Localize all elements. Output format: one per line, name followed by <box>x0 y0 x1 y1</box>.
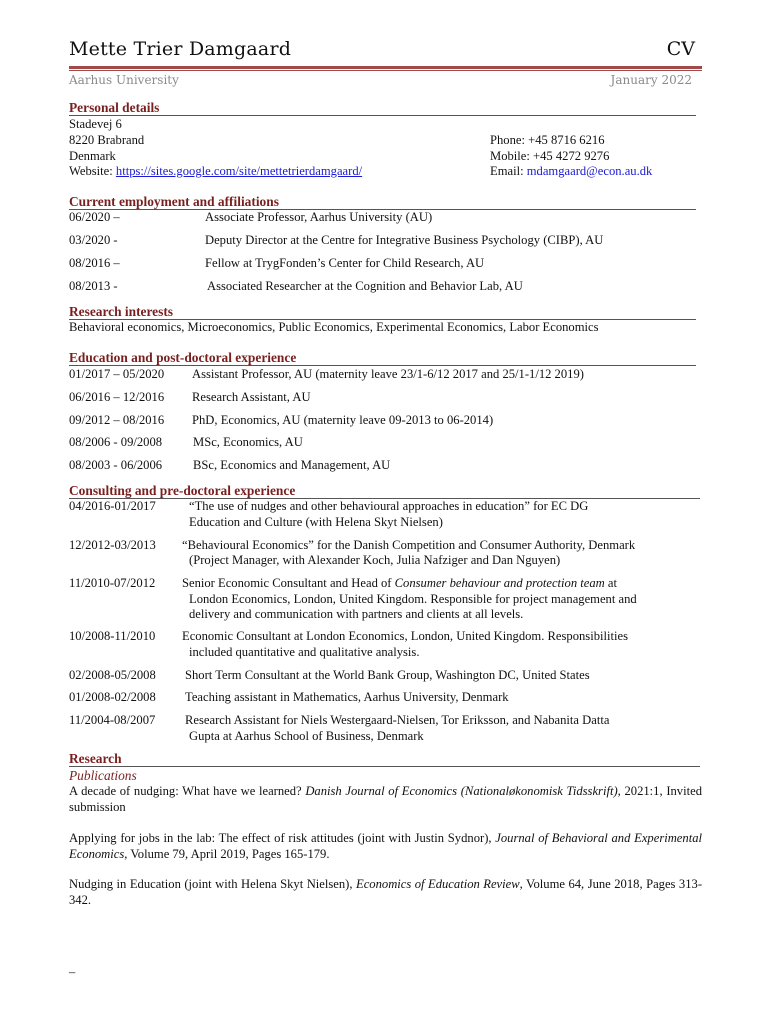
education-text: MSc, Economics, AU <box>193 435 303 449</box>
education-text: PhD, Economics, AU (maternity leave 09-2013 to 06-2014) <box>192 413 494 427</box>
publication-details: 2021:1, Invited submission <box>69 784 702 814</box>
cv-owner-name: Mette Trier Damgaard <box>69 38 292 60</box>
affiliation: Aarhus University <box>69 73 179 87</box>
section-heading-education: Education and post-doctoral experience <box>69 351 696 366</box>
email-label: Email: <box>490 164 527 178</box>
consulting-text: London Economics, London, United Kingdom. Responsible for project management and <box>189 592 637 606</box>
consulting-team-name: Consumer behaviour and protection team <box>394 576 605 590</box>
consulting-date: 04/2016-01/2017 <box>69 499 156 513</box>
consulting-date: 02/2008-05/2008 <box>69 668 156 682</box>
consulting-text: Gupta at Aarhus School of Business, Denmark <box>189 729 424 743</box>
cv-date: January 2022 <box>610 73 692 87</box>
education-text: BSc, Economics and Management, AU <box>193 458 391 472</box>
consulting-text: “Behavioural Economics” for the Danish Competition and Consumer Authority, Denmark <box>182 538 636 552</box>
publication-title: Nudging in Education (joint with Helena Skyt Nielsen), <box>69 877 357 891</box>
cv-label: CV <box>666 38 695 60</box>
consulting-text: included quantitative and qualitative analysis. <box>189 645 420 659</box>
publication-item <box>69 784 702 815</box>
email-address[interactable]: mdamgaard@econ.au.dk <box>526 164 653 178</box>
mobile: Mobile: +45 4272 9276 <box>490 149 610 163</box>
education-date: 08/2003 - 06/2006 <box>69 458 163 472</box>
subheading-publications: Publications <box>69 768 137 783</box>
address-line: Stadevej 6 <box>69 117 122 131</box>
education-date: 09/2012 – 08/2016 <box>69 413 165 427</box>
consulting-text: Education and Culture (with Helena Skyt Nielsen) <box>189 515 443 529</box>
publication-title: Applying for jobs in the lab: The effect of risk attitudes (joint with Justin Sydnor), <box>69 831 496 845</box>
phone: Phone: +45 8716 6216 <box>490 133 605 147</box>
interests-text: Behavioral economics, Microeconomics, Public Economics, Experimental Economics, Labor Economics <box>69 320 599 334</box>
consulting-date: 11/2010-07/2012 <box>69 576 156 590</box>
email-row <box>490 164 652 180</box>
header-rule <box>69 66 702 69</box>
consulting-date: 01/2008-02/2008 <box>69 690 156 704</box>
employment-text: Fellow at TrygFonden’s Center for Child Research, AU <box>205 256 485 270</box>
consulting-text: Short Term Consultant at the World Bank Group, Washington DC, United States <box>185 668 590 682</box>
publication-item <box>69 831 702 862</box>
employment-date: 03/2020 - <box>69 233 118 247</box>
consulting-date: 12/2012-03/2013 <box>69 538 156 552</box>
publication-journal: Economics of Education Review <box>356 877 520 891</box>
section-heading-employment: Current employment and affiliations <box>69 195 696 210</box>
section-heading-interests: Research interests <box>69 305 696 320</box>
publication-journal: Journal of Behavioral and Experimental Economics <box>69 831 702 861</box>
consulting-text: delivery and communication with partners and clients at all levels. <box>189 607 524 621</box>
education-date: 08/2006 - 09/2008 <box>69 435 163 449</box>
header-rule-thin <box>69 70 702 71</box>
publication-item <box>69 877 702 908</box>
consulting-text <box>182 576 617 592</box>
website-row <box>69 164 362 180</box>
consulting-text: “The use of nudges and other behavioural approaches in education” for EC DG <box>189 499 589 513</box>
consulting-text: Research Assistant for Niels Westergaard-Nielsen, Tor Eriksson, and Nabanita Datta <box>185 713 610 727</box>
employment-date: 08/2016 – <box>69 256 120 270</box>
education-text: Assistant Professor, AU (maternity leave 23/1-6/12 2017 and 25/1-1/12 2019) <box>192 367 584 381</box>
address-line: Denmark <box>69 149 116 163</box>
consulting-date: 11/2004-08/2007 <box>69 713 156 727</box>
education-date: 01/2017 – 05/2020 <box>69 367 165 381</box>
employment-date: 08/2013 - <box>69 279 118 293</box>
consulting-text: (Project Manager, with Alexander Koch, Julia Nafziger and Dan Nguyen) <box>189 553 561 567</box>
website-label: Website: <box>69 164 116 178</box>
section-heading-personal: Personal details <box>69 101 696 116</box>
page-footer-mark: – <box>69 965 76 979</box>
employment-text: Associated Researcher at the Cognition and Behavior Lab, AU <box>207 279 523 293</box>
section-heading-consulting: Consulting and pre-doctoral experience <box>69 484 700 499</box>
section-heading-research: Research <box>69 752 700 767</box>
education-date: 06/2016 – 12/2016 <box>69 390 165 404</box>
publication-title: A decade of nudging: What have we learned? <box>69 784 306 798</box>
consulting-text: Teaching assistant in Mathematics, Aarhus University, Denmark <box>185 690 509 704</box>
employment-text: Deputy Director at the Centre for Integrative Business Psychology (CIBP), AU <box>205 233 604 247</box>
publication-details: , Volume 64, June 2018, Pages 313-342. <box>69 877 703 907</box>
employment-text: Associate Professor, Aarhus University (AU) <box>205 210 433 224</box>
publication-details: , Volume 79, April 2019, Pages 165-179. <box>124 846 330 861</box>
address-line: 8220 Brabrand <box>69 133 145 147</box>
education-text: Research Assistant, AU <box>192 390 311 404</box>
consulting-text: Economic Consultant at London Economics, London, United Kingdom. Responsibilities <box>182 629 628 643</box>
consulting-date: 10/2008-11/2010 <box>69 629 156 643</box>
consulting-text-part: Senior Economic Consultant and Head of <box>182 576 395 590</box>
consulting-text-part: at <box>604 576 618 590</box>
employment-date: 06/2020 – <box>69 210 120 224</box>
publication-journal: Danish Journal of Economics (Nationaløkonomisk Tidsskrift), <box>305 784 621 798</box>
website-link[interactable]: https://sites.google.com/site/mettetrierdamgaard/ <box>115 164 363 178</box>
